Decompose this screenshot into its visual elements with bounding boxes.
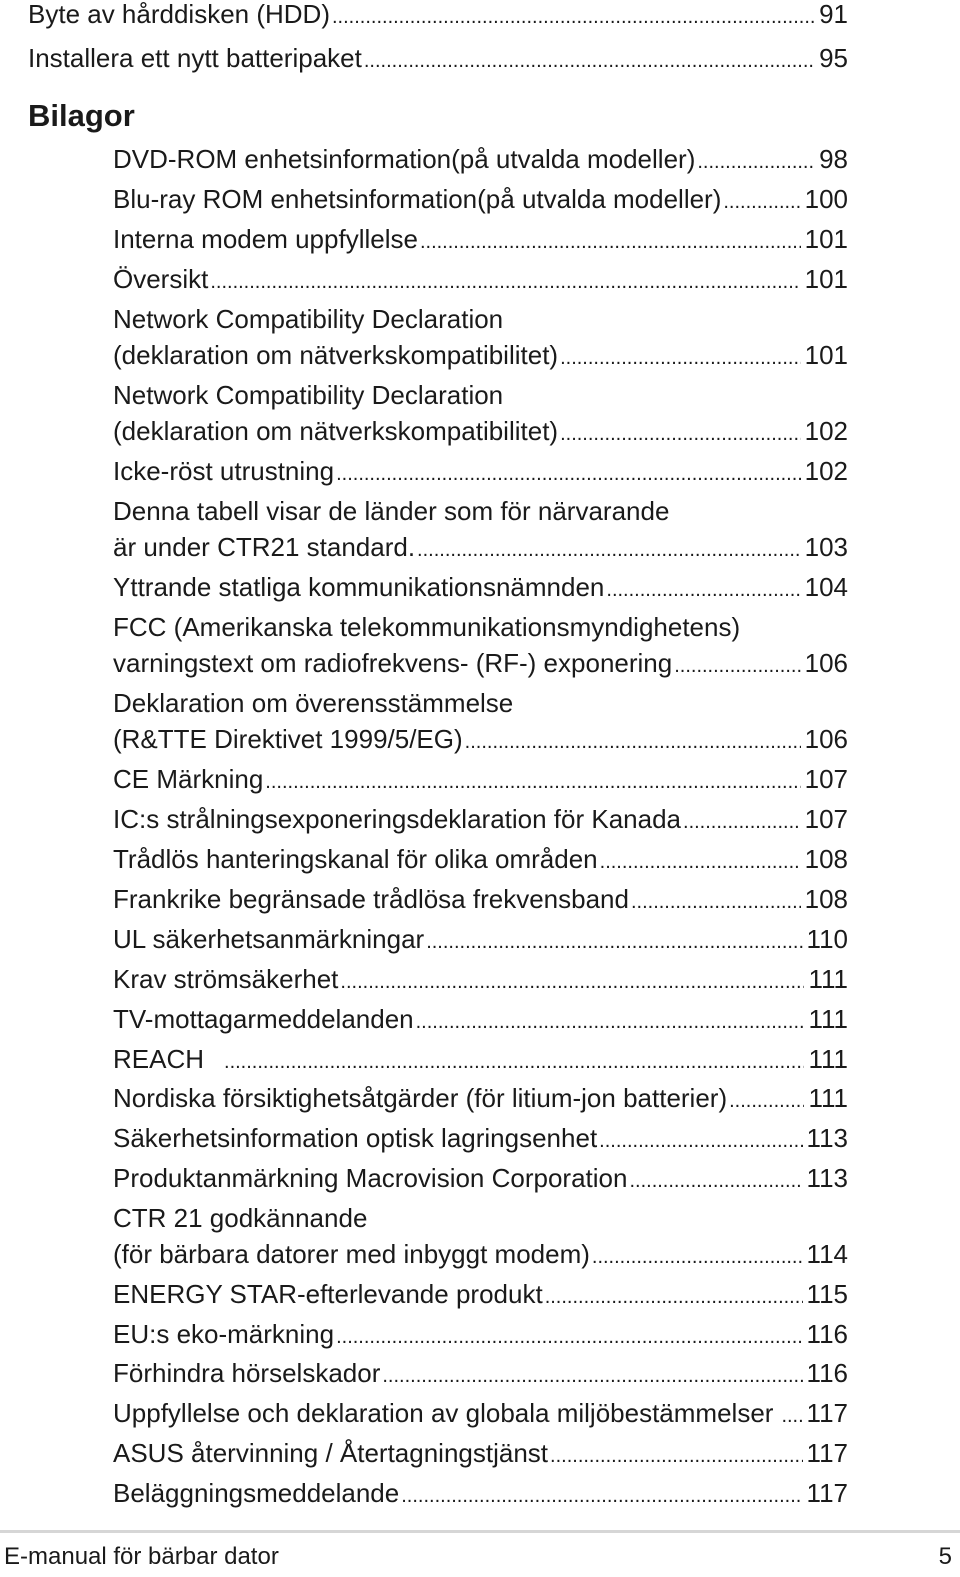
toc-entry-page: 117 — [806, 1478, 848, 1508]
toc-leader-dots — [592, 1239, 803, 1275]
toc-entry-page: 101 — [804, 264, 848, 294]
toc-entry[interactable] — [113, 221, 848, 257]
toc-leader-dots — [606, 572, 800, 608]
toc-entry-page: 111 — [808, 964, 848, 994]
toc-entry-label: Beläggningsmeddelande — [113, 1478, 400, 1508]
toc-leader-dots — [416, 1004, 805, 1040]
toc-entry-label: Installera ett nytt batteripaket — [28, 43, 362, 73]
toc-entry[interactable] — [113, 1355, 848, 1391]
toc-entry[interactable] — [113, 1120, 848, 1156]
toc-entry-label: (R&TTE Direktivet 1999/5/EG) — [113, 724, 463, 754]
toc-leader-dots — [729, 1083, 804, 1119]
toc-entry-page: 103 — [804, 532, 848, 562]
toc-entry-label: (för bärbara datorer med inbyggt modem) — [113, 1239, 590, 1269]
toc-entry-label: CE Märkning — [113, 764, 264, 794]
toc-entry-label: Nordiska försiktighetsåtgärder (för litium-jon batterier) — [113, 1083, 728, 1113]
toc-entry-label: är under CTR21 standard. — [113, 532, 416, 562]
toc-leader-dots — [224, 1044, 804, 1080]
toc-entry-page: 111 — [808, 1044, 848, 1074]
toc-entry-label: Översikt — [113, 264, 209, 294]
toc-entry-page: 117 — [806, 1438, 848, 1468]
toc-entry[interactable] — [113, 761, 848, 797]
toc-leader-dots — [417, 532, 801, 568]
toc-entry-page: 101 — [804, 340, 848, 370]
toc-entry[interactable] — [113, 569, 848, 605]
toc-leader-dots — [420, 224, 801, 260]
toc-entry-label: Frankrike begränsade trådlösa frekvensband — [113, 884, 629, 914]
toc-leader-dots — [336, 1319, 802, 1355]
toc-entry-page: 115 — [806, 1279, 848, 1309]
toc-entry-page: 114 — [806, 1239, 848, 1269]
toc-entry-page: 113 — [806, 1163, 848, 1193]
toc-entry-label: Yttrande statliga kommunikationsnämnden — [113, 572, 605, 602]
toc-entry[interactable] — [113, 261, 848, 297]
toc-entry[interactable] — [113, 1475, 848, 1511]
toc-entry-page: 108 — [804, 884, 848, 914]
toc-entry-label: Blu-ray ROM enhetsinformation(på utvalda modeller) — [113, 184, 722, 214]
toc-leader-dots — [600, 844, 801, 880]
toc-leader-dots — [340, 964, 804, 1000]
toc-entry[interactable] — [113, 609, 848, 681]
toc-entry-label: Säkerhetsinformation optisk lagringsenhet — [113, 1123, 598, 1153]
toc-entry[interactable] — [113, 377, 848, 449]
toc-leader-dots — [364, 43, 815, 79]
toc-entry[interactable] — [113, 1001, 848, 1037]
toc-entry-label: Krav strömsäkerhet — [113, 964, 339, 994]
toc-leader-dots — [382, 1358, 802, 1394]
toc-leader-dots — [426, 924, 802, 960]
toc-entry-label: (deklaration om nätverkskompatibilitet) — [113, 340, 559, 370]
toc-entry[interactable] — [113, 961, 848, 997]
toc-leader-dots — [631, 884, 801, 920]
toc-entry-label: DVD-ROM enhetsinformation(på utvalda modeller) — [113, 144, 696, 174]
toc-entry-label-line1: Network Compatibility Declaration — [113, 380, 504, 410]
toc-entry-page: 91 — [819, 0, 848, 29]
footer-page-number: 5 — [938, 1543, 952, 1570]
toc-entry-label: Byte av hårddisken (HDD) — [28, 0, 330, 29]
toc-entry[interactable] — [113, 881, 848, 917]
toc-entry-label: EU:s eko-märkning — [113, 1319, 335, 1349]
toc-entry[interactable] — [113, 685, 848, 757]
toc-entry[interactable] — [113, 1041, 848, 1077]
toc-entry-page: 95 — [819, 43, 848, 73]
toc-entry-label-line1: CTR 21 godkännande — [113, 1203, 368, 1233]
toc-entry-page: 104 — [804, 572, 848, 602]
toc-entry-page: 116 — [806, 1358, 848, 1388]
toc-entry-label: IC:s strålningsexponeringsdeklaration för Kanada — [113, 804, 682, 834]
toc-leader-dots — [629, 1163, 802, 1199]
toc-entry[interactable] — [113, 1316, 848, 1352]
toc-entry-label: Produktanmärkning Macrovision Corporation — [113, 1163, 628, 1193]
toc-entry-label: Interna modem uppfyllelse — [113, 224, 418, 254]
toc-entry-label: REACH — [113, 1044, 205, 1074]
toc-entry-page: 111 — [808, 1083, 848, 1113]
toc-entry-page: 102 — [804, 416, 848, 446]
toc-entry-page: 107 — [804, 804, 848, 834]
toc-leader-dots — [560, 416, 801, 452]
toc-entry-label: varningstext om radiofrekvens- (RF-) exponering — [113, 648, 673, 678]
toc-entry[interactable] — [113, 181, 848, 217]
toc-entry-label-line1: Deklaration om överensstämmelse — [113, 688, 514, 718]
toc-entry[interactable] — [113, 801, 848, 837]
toc-leader-dots — [465, 724, 801, 760]
toc-leader-dots — [550, 1438, 803, 1474]
toc-leader-dots — [401, 1478, 802, 1514]
toc-entry[interactable] — [113, 301, 848, 373]
toc-leader-dots — [599, 1123, 802, 1159]
toc-entry-page: 107 — [804, 764, 848, 794]
toc-entry[interactable] — [113, 841, 848, 877]
toc-leader-dots — [560, 340, 801, 376]
toc-entry[interactable] — [113, 921, 848, 957]
toc-leader-dots — [336, 456, 801, 492]
toc-entry[interactable] — [113, 1435, 848, 1471]
toc-entry-page: 111 — [808, 1004, 848, 1034]
toc-entry[interactable] — [113, 1276, 848, 1312]
toc-leader-dots — [697, 144, 815, 180]
toc-entry-page: 110 — [806, 924, 848, 954]
toc-leader-dots — [210, 264, 800, 300]
toc-entry-label: Uppfyllelse och deklaration av globala miljöbestämmelser — [113, 1398, 774, 1428]
toc-entry-page: 108 — [804, 844, 848, 874]
toc-entry-page: 106 — [804, 724, 848, 754]
toc-leader-dots — [723, 184, 800, 220]
toc-entry-page: 116 — [806, 1319, 848, 1349]
toc-entry-label-line1: Denna tabell visar de länder som för närvarande — [113, 496, 670, 526]
toc-leader-dots — [265, 764, 800, 800]
toc-entry-page: 100 — [804, 184, 848, 214]
toc-leader-dots — [332, 0, 815, 35]
toc-entry[interactable] — [113, 453, 848, 489]
toc-entry-label: ASUS återvinning / Återtagningstjänst — [113, 1438, 549, 1468]
toc-leader-dots — [545, 1279, 803, 1315]
section-heading: Bilagor — [28, 98, 135, 133]
toc-leader-dots — [674, 648, 800, 684]
toc-entry[interactable] — [113, 1200, 848, 1272]
toc-entry-label: TV-mottagarmeddelanden — [113, 1004, 414, 1034]
toc-entry[interactable] — [28, 0, 848, 32]
toc-entry[interactable] — [113, 1080, 848, 1116]
toc-entry-label: Trådlös hanteringskanal för olika områden — [113, 844, 598, 874]
toc-entry[interactable] — [113, 141, 848, 177]
toc-entry[interactable] — [28, 40, 848, 76]
toc-entry[interactable] — [113, 1395, 848, 1431]
toc-entry[interactable] — [113, 493, 848, 565]
toc-leader-dots — [781, 1398, 802, 1434]
toc-entry[interactable] — [113, 1160, 848, 1196]
footer-title: E-manual för bärbar dator — [4, 1543, 279, 1570]
toc-entry-label: Icke-röst utrustning — [113, 456, 335, 486]
toc-entry-label: ENERGY STAR-efterlevande produkt — [113, 1279, 543, 1309]
toc-entry-label: (deklaration om nätverkskompatibilitet) — [113, 416, 559, 446]
toc-entry-label-line1: Network Compatibility Declaration — [113, 304, 504, 334]
toc-entry-label: UL säkerhetsanmärkningar — [113, 924, 425, 954]
footer-divider — [0, 1530, 960, 1533]
toc-entry-page: 101 — [804, 224, 848, 254]
toc-entry-page: 117 — [806, 1398, 848, 1428]
toc-entry-label: Förhindra hörselskador — [113, 1358, 381, 1388]
toc-entry-page: 102 — [804, 456, 848, 486]
toc-leader-dots — [683, 804, 801, 840]
toc-entry-label-line1: FCC (Amerikanska telekommunikationsmyndighetens) — [113, 612, 741, 642]
toc-entry-page: 98 — [819, 144, 848, 174]
toc-entry-page: 106 — [804, 648, 848, 678]
toc-entry-page: 113 — [806, 1123, 848, 1153]
